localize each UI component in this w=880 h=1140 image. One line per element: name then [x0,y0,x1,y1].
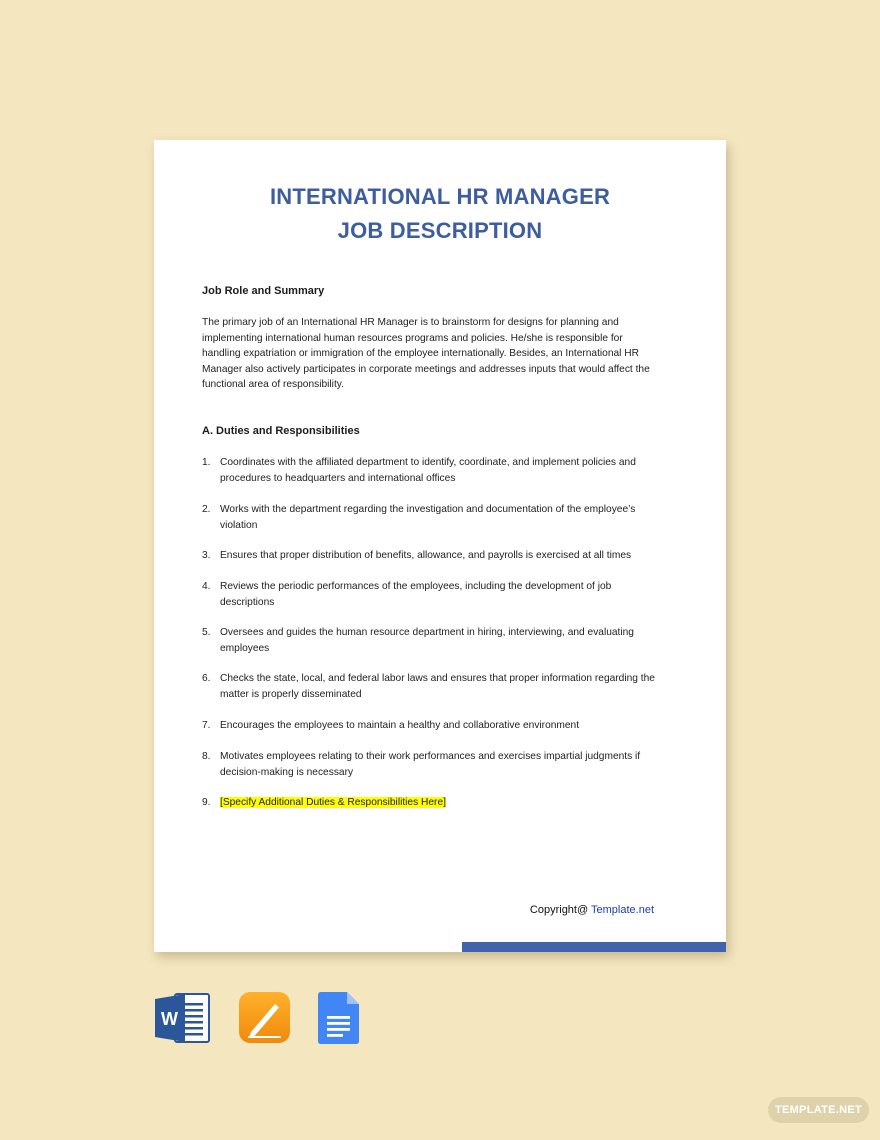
duty-number: 2. [202,504,211,515]
highlighted-placeholder-text: [Specify Additional Duties & Responsibilities Here] [220,797,446,808]
copyright-notice [530,904,654,916]
duty-number: 4. [202,581,211,592]
duty-item [202,671,662,702]
duty-number: 9. [202,797,211,808]
copyright-prefix: Copyright@ [529,904,592,916]
apple-pages-icon[interactable] [239,992,290,1049]
duties-heading: A. Duties and Responsibilities [202,425,360,437]
duty-number: 1. [202,457,211,468]
duty-item [202,502,662,533]
google-docs-icon[interactable] [318,992,359,1049]
duty-item [202,625,662,656]
template-net-badge[interactable]: TEMPLATE.NET [768,1097,869,1123]
duty-item [202,548,662,564]
document-title-line1: INTERNATIONAL HR MANAGER [269,184,611,209]
word-letter: W [161,1009,178,1029]
duty-text: Coordinates with the affiliated department to identify, coordinate, and implement policies and procedures to headquarters and international offices [220,457,636,484]
duty-text: Encourages the employees to maintain a healthy and collaborative environment [220,720,580,731]
duty-text: Oversees and guides the human resource department in hiring, interviewing, and evaluating employees [220,627,634,654]
duty-text: Checks the state, local, and federal labor laws and ensures that proper information regarding the matter is properly disseminated [220,673,655,700]
footer-accent-bar [462,942,726,952]
duty-number: 6. [202,673,211,684]
job-summary-paragraph: The primary job of an International HR Manager is to brainstorm for designs for planning and implementing international human resources programs and policies. He/she is responsible for handling expatriation or immigration of the employee internationally. Besides, an International HR Manager also actively participates in corporate meetings and addresses inputs that would affect the functional area of responsibility. [202,317,650,390]
copyright-link[interactable]: Template.net [591,904,654,916]
duty-item [202,749,662,780]
duty-text: Reviews the periodic performances of the employees, including the development of job descriptions [220,581,612,608]
duty-text: Works with the department regarding the investigation and documentation of the employee’s violation [220,504,636,531]
document-title-line2: JOB DESCRIPTION [337,218,543,243]
duty-item [202,718,662,734]
document-page [154,140,726,952]
microsoft-word-icon[interactable] [155,992,211,1049]
duty-number: 3. [202,550,211,561]
duty-text: Motivates employees relating to their work performances and exercises impartial judgments if decision-making is necessary [220,751,641,778]
duty-number: 8. [202,751,211,762]
job-role-heading: Job Role and Summary [202,285,325,297]
duty-item [202,455,662,486]
duty-item [202,579,662,610]
duty-number: 5. [202,627,211,638]
duty-number: 7. [202,720,211,731]
duty-item-placeholder [202,795,662,811]
duty-text: Ensures that proper distribution of benefits, allowance, and payrolls is exercised at all times [220,550,632,561]
